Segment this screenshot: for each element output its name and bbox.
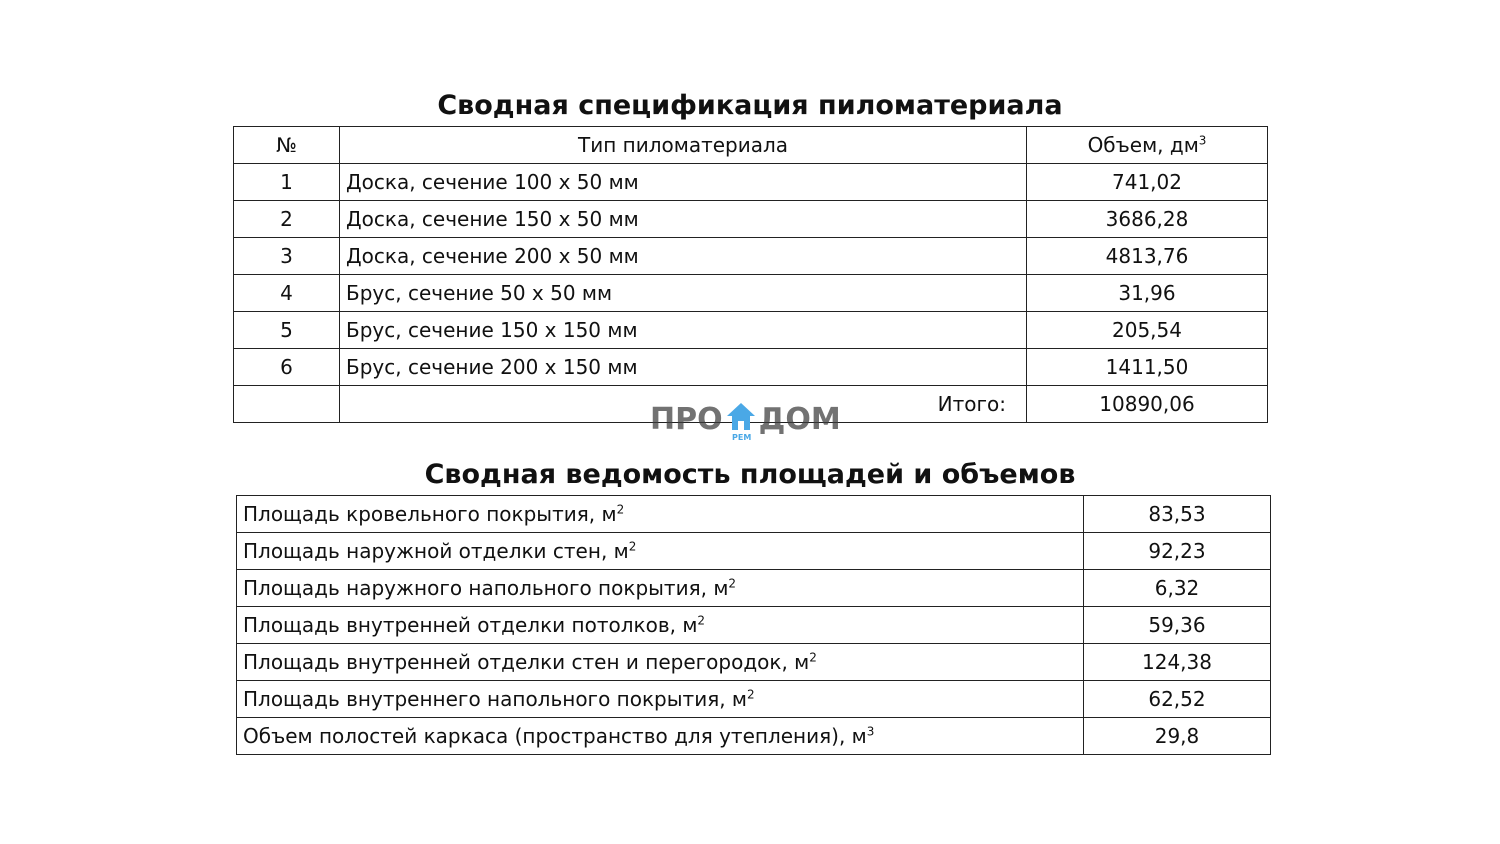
row-type: Доска, сечение 150 х 50 мм <box>340 201 1027 238</box>
row-volume: 31,96 <box>1027 275 1268 312</box>
table-row <box>234 164 1268 201</box>
summary-value: 62,52 <box>1084 681 1271 718</box>
summary-value: 124,38 <box>1084 644 1271 681</box>
summary-title: Сводная ведомость площадей и объемов <box>424 459 1076 490</box>
table-row <box>237 570 1271 607</box>
row-num: 4 <box>234 275 340 312</box>
table-row <box>237 718 1271 755</box>
summary-value: 6,32 <box>1084 570 1271 607</box>
watermark-right: ДОМ <box>758 402 841 437</box>
header-type: Тип пиломатериала <box>340 127 1027 164</box>
table-row <box>237 644 1271 681</box>
summary-label: Площадь внутренней отделки потолков, $м^2$ <box>237 607 1084 644</box>
table-row <box>237 496 1271 533</box>
total-num-cell <box>234 386 340 423</box>
table-row <box>234 238 1268 275</box>
summary-value: 92,23 <box>1084 533 1271 570</box>
table-row <box>234 349 1268 386</box>
spec-title: Сводная спецификация пиломатериала <box>437 90 1063 121</box>
area-volume-summary-table <box>236 495 1271 755</box>
row-volume: 4813,76 <box>1027 238 1268 275</box>
row-type: Доска, сечение 200 х 50 мм <box>340 238 1027 275</box>
row-type: Брус, сечение 200 х 150 мм <box>340 349 1027 386</box>
row-volume: 3686,28 <box>1027 201 1268 238</box>
table-row <box>237 681 1271 718</box>
row-num: 1 <box>234 164 340 201</box>
summary-value: 83,53 <box>1084 496 1271 533</box>
table-row <box>234 201 1268 238</box>
total-label: Итого: <box>340 386 1027 423</box>
row-volume: 205,54 <box>1027 312 1268 349</box>
header-volume <box>1027 127 1268 164</box>
header-volume-sup: 3 <box>1198 133 1207 148</box>
row-type: Доска, сечение 100 х 50 мм <box>340 164 1027 201</box>
table-row <box>237 607 1271 644</box>
row-type: Брус, сечение 50 х 50 мм <box>340 275 1027 312</box>
house-icon <box>727 403 755 431</box>
summary-label: Площадь наружного напольного покрытия, $м^2$ <box>237 570 1084 607</box>
row-num: 6 <box>234 349 340 386</box>
header-num: № <box>234 127 340 164</box>
watermark-sub: РЕМ <box>732 433 752 442</box>
row-num: 3 <box>234 238 340 275</box>
summary-value: 59,36 <box>1084 607 1271 644</box>
summary-label: Площадь внутреннего напольного покрытия, $м^2$ <box>237 681 1084 718</box>
row-num: 5 <box>234 312 340 349</box>
row-volume: 1411,50 <box>1027 349 1268 386</box>
lumber-spec-table <box>233 126 1268 423</box>
summary-value: 29,8 <box>1084 718 1271 755</box>
table-row <box>234 275 1268 312</box>
summary-label: Площадь наружной отделки стен, $м^2$ <box>237 533 1084 570</box>
row-type: Брус, сечение 150 х 150 мм <box>340 312 1027 349</box>
table-row <box>234 312 1268 349</box>
summary-label: Объем полостей каркаса (пространство для утепления), $м^3$ <box>237 718 1084 755</box>
row-volume: 741,02 <box>1027 164 1268 201</box>
total-value: 10890,06 <box>1027 386 1268 423</box>
header-volume-label: Объем, дм <box>1087 133 1199 157</box>
table-row <box>237 533 1271 570</box>
summary-label: Площадь внутренней отделки стен и перегородок, $м^2$ <box>237 644 1084 681</box>
prodom-watermark <box>650 402 850 442</box>
spec-header-row <box>234 127 1268 164</box>
summary-label: Площадь кровельного покрытия, $м^2$ <box>237 496 1084 533</box>
watermark-left: ПРО <box>650 402 723 437</box>
row-num: 2 <box>234 201 340 238</box>
